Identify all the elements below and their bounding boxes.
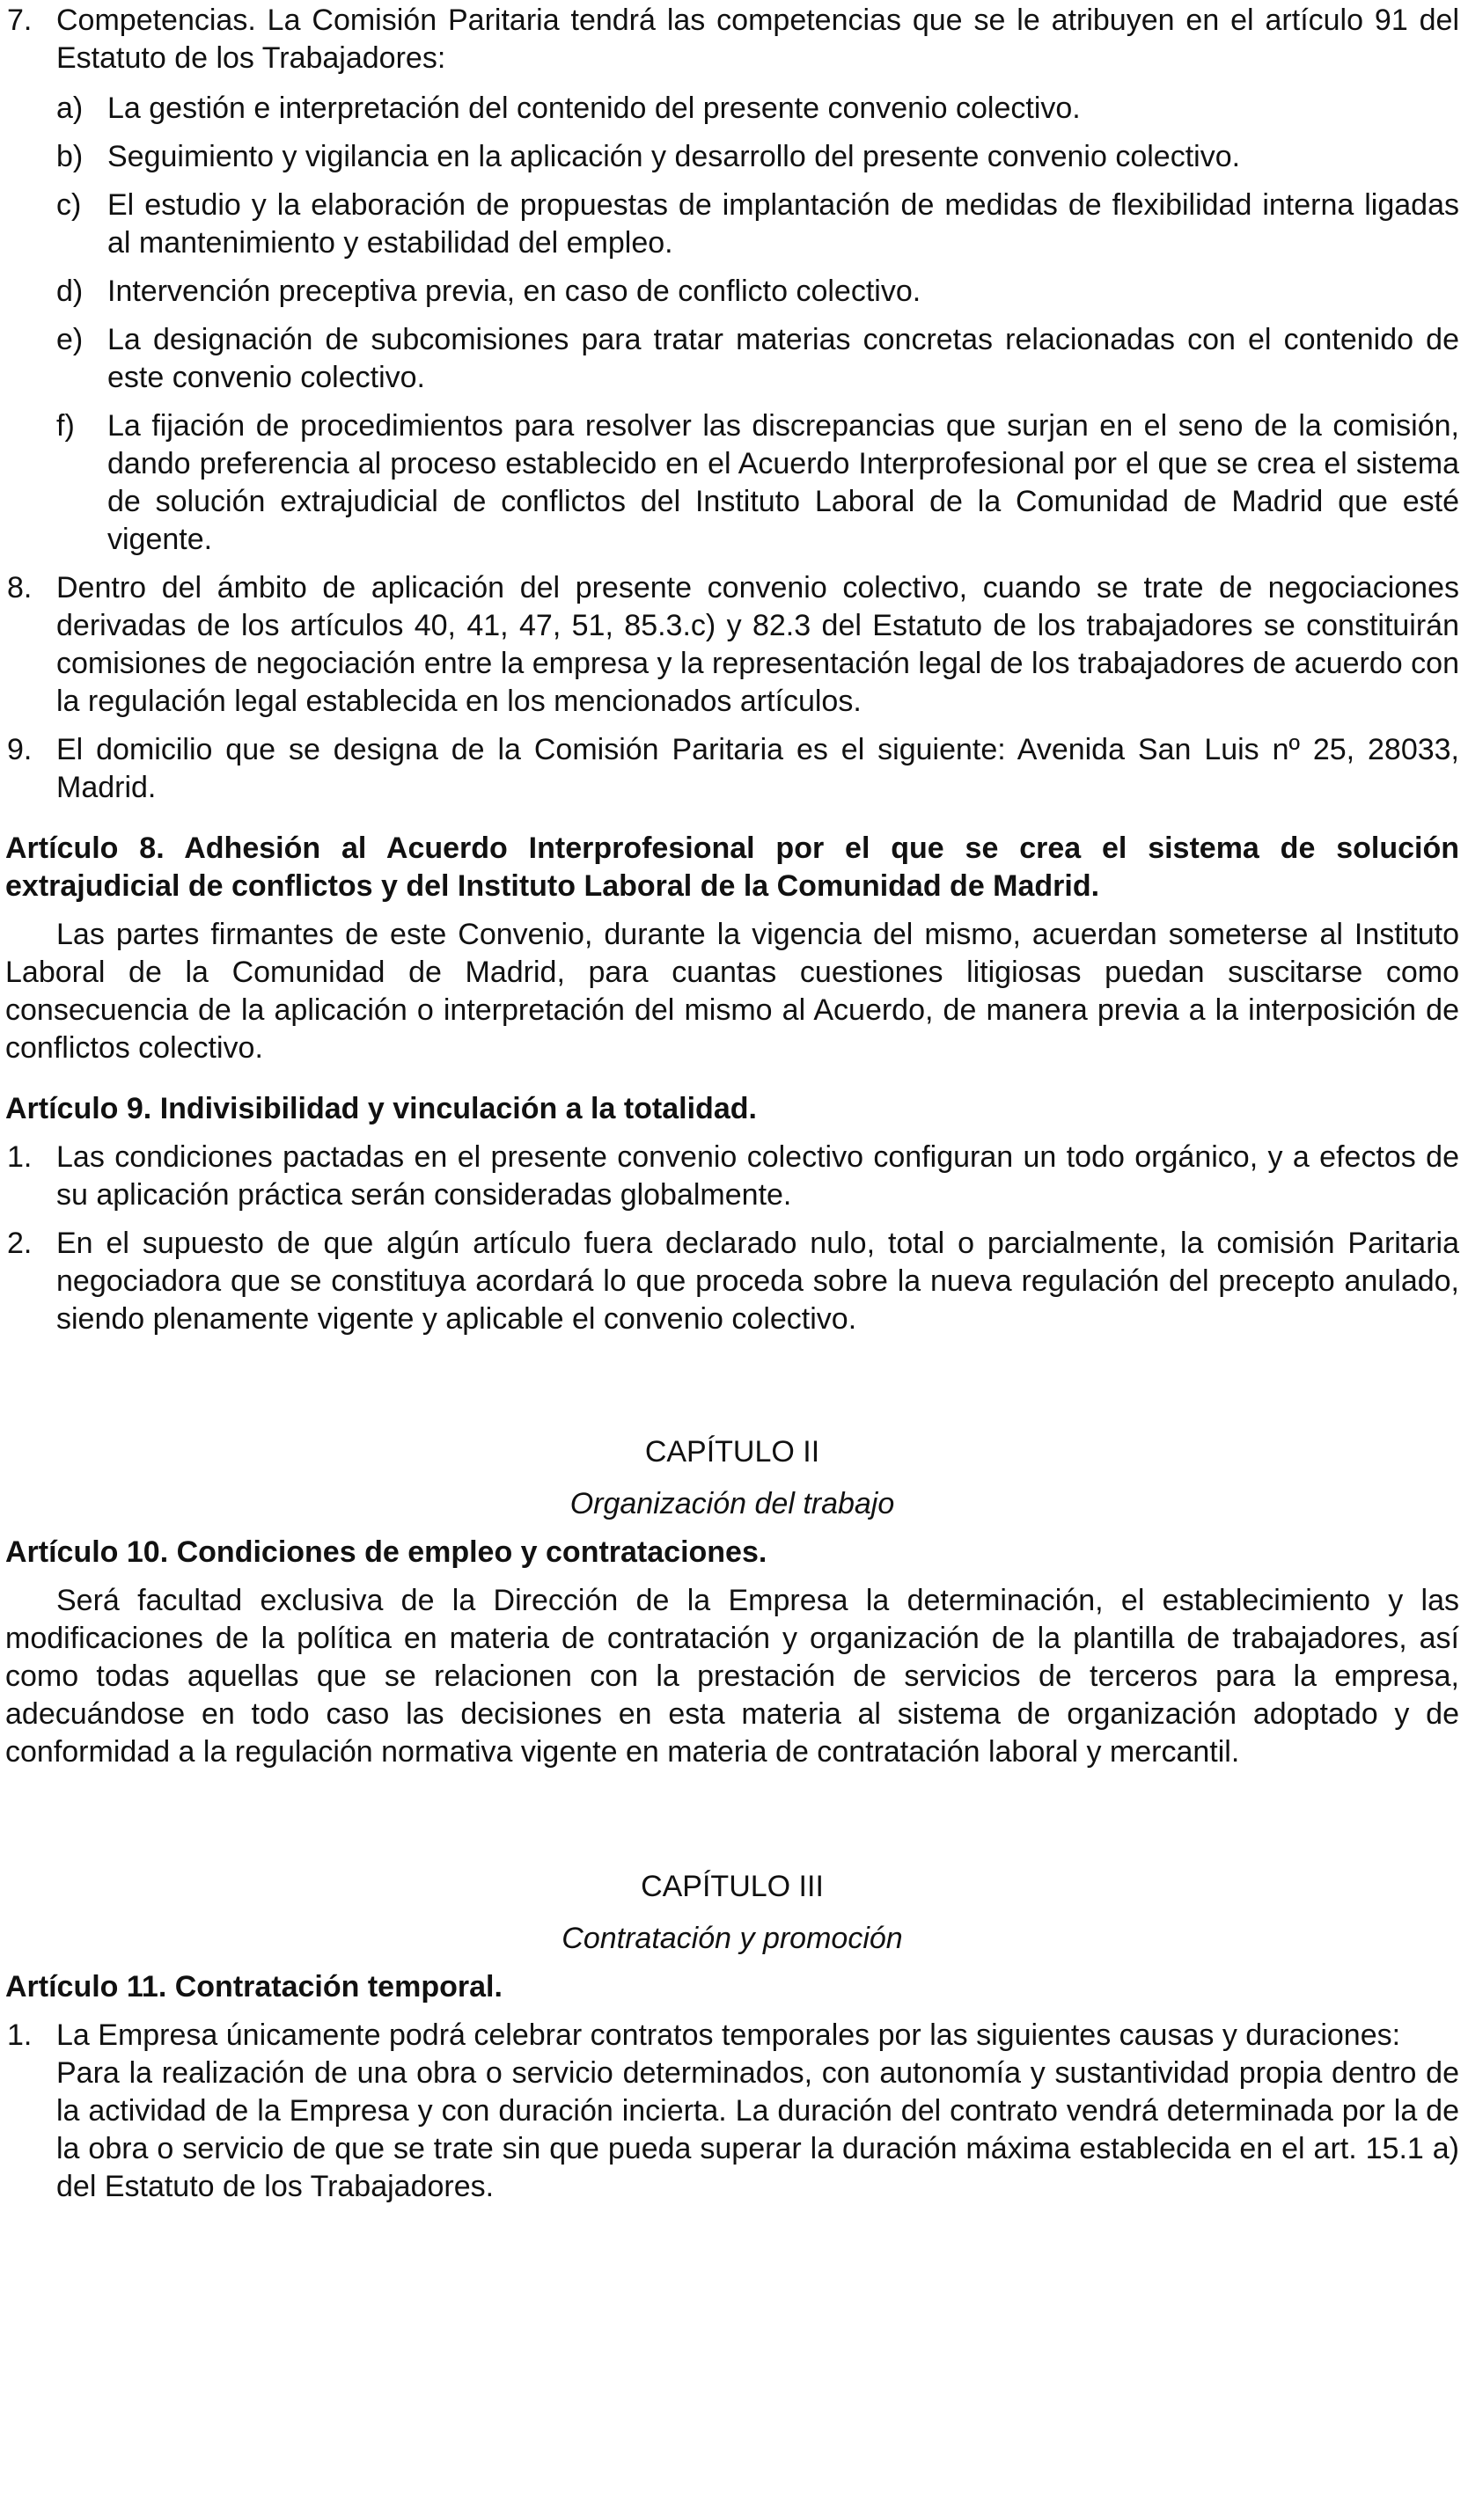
item-number: 1.	[7, 2018, 33, 2052]
item-text: El domicilio que se designa de la Comisión Paritaria es el siguiente: Avenida San Luis nº 25, 28033, Madrid.	[56, 733, 1459, 804]
sub-item-text: El estudio y la elaboración de propuestas de implantación de medidas de flexibilidad interna ligadas al mantenimiento y estabilidad del empleo.	[107, 188, 1459, 260]
article-9-item-1	[5, 1139, 1459, 1214]
sub-item-letter: a)	[56, 92, 84, 125]
sub-item-letter: f)	[56, 409, 75, 443]
article-10-body: Será facultad exclusiva de la Dirección de la Empresa la determinación, el establecimiento y las modificaciones de la política en materia de contratación y organización de la plantilla de trabajadores, así como todas aquellas que se relacionen con la prestación de servicios de terceros para la empresa, adecuándose en todo caso las decisiones en esta materia al sistema de organización adoptado y de conformidad a la regulación normativa vigente en materia de contratación laboral y mercantil.	[5, 1584, 1459, 1769]
sub-item-text: Seguimiento y vigilancia en la aplicación y desarrollo del presente convenio colectivo.	[107, 140, 1241, 173]
sub-item-b	[5, 138, 1459, 176]
chapter-2-subheading: Organización del trabajo	[569, 1487, 895, 1520]
sub-item-letter: b)	[56, 140, 84, 173]
item-text: En el supuesto de que algún artículo fuera declarado nulo, total o parcialmente, la comisión Paritaria negociadora que se constituya acordará lo que proceda sobre la nueva regulación del precepto anulado, siendo plenamente vigente y aplicable el convenio colectivo.	[56, 1227, 1459, 1336]
chapter-2-heading: CAPÍTULO II	[644, 1435, 820, 1469]
article-9-item-2	[5, 1225, 1459, 1338]
item-intro: La Empresa únicamente podrá celebrar contratos temporales por las siguientes causas y duraciones:	[56, 2018, 1401, 2052]
item-text: Las condiciones pactadas en el presente convenio colectivo configuran un todo orgánico, y a efectos de su aplicación práctica serán consideradas globalmente.	[56, 1140, 1459, 1212]
sub-item-letter: d)	[56, 275, 84, 308]
sub-item-c	[5, 187, 1459, 262]
sub-item-letter: e)	[56, 323, 84, 356]
article-8-body: Las partes firmantes de este Convenio, durante la vigencia del mismo, acuerdan someterse al Instituto Laboral de la Comunidad de Madrid, para cuantas cuestiones litigiosas puedan suscitarse como consecuencia de la aplicación o interpretación del mismo al Acuerdo, de manera previa a la interposición de conflictos colectivo.	[5, 918, 1459, 1065]
item-number: 9.	[7, 733, 33, 766]
chapter-3-subheading: Contratación y promoción	[562, 1922, 903, 1955]
sub-item-e	[5, 321, 1459, 397]
sub-item-d	[5, 273, 1459, 311]
article-9-title: Artículo 9. Indivisibilidad y vinculación a la totalidad.	[5, 1092, 757, 1125]
sub-item-letter: c)	[56, 188, 82, 222]
chapter-3-heading: CAPÍTULO III	[641, 1870, 824, 1903]
item-text: Competencias. La Comisión Paritaria tendrá las competencias que se le atribuyen en el artículo 91 del Estatuto de los Trabajadores:	[56, 4, 1459, 75]
item-detail: Para la realización de una obra o servicio determinados, con autonomía y sustantividad propia dentro de la actividad de la Empresa y con duración incierta. La duración del contrato vendrá determinada por la de la obra o servicio de que se trate sin que pueda superar la duración máxima establecida en el art. 15.1 a) del Estatuto de los Trabajadores.	[56, 2056, 1459, 2203]
document-page	[5, 0, 1459, 2206]
item-number: 8.	[7, 571, 33, 604]
item-number: 2.	[7, 1227, 33, 1260]
sub-item-f	[5, 407, 1459, 559]
sub-item-text: La designación de subcomisiones para tratar materias concretas relacionadas con el contenido de este convenio colectivo.	[107, 323, 1459, 394]
sub-item-text: La fijación de procedimientos para resolver las discrepancias que surjan en el seno de la comisión, dando preferencia al proceso establecido en el Acuerdo Interprofesional por el que se crea el sistema de solución extrajudicial de conflictos del Instituto Laboral de la Comunidad de Madrid que esté vigente.	[107, 409, 1459, 556]
article-8-title: Artículo 8. Adhesión al Acuerdo Interprofesional por el que se crea el sistema de solución extrajudicial de conflictos y del Instituto Laboral de la Comunidad de Madrid.	[5, 831, 1459, 903]
list-item-8	[5, 569, 1459, 721]
sub-item-a	[5, 90, 1459, 128]
item-number: 7.	[7, 4, 33, 37]
article-11-item-1	[5, 2017, 1459, 2206]
list-item-9	[5, 731, 1459, 807]
item-text: Dentro del ámbito de aplicación del presente convenio colectivo, cuando se trate de negociaciones derivadas de los artículos 40, 41, 47, 51, 85.3.c) y 82.3 del Estatuto de los trabajadores se constituirán comisiones de negociación entre la empresa y la representación legal de los trabajadores de acuerdo con la regulación legal establecida en los mencionados artículos.	[56, 571, 1459, 718]
article-11-title: Artículo 11. Contratación temporal.	[5, 1970, 503, 2004]
sub-item-text: Intervención preceptiva previa, en caso de conflicto colectivo.	[107, 275, 921, 308]
article-10-title: Artículo 10. Condiciones de empleo y contrataciones.	[5, 1535, 767, 1569]
list-item-7	[5, 2, 1459, 77]
item-number: 1.	[7, 1140, 33, 1174]
sub-item-text: La gestión e interpretación del contenido del presente convenio colectivo.	[107, 92, 1081, 125]
